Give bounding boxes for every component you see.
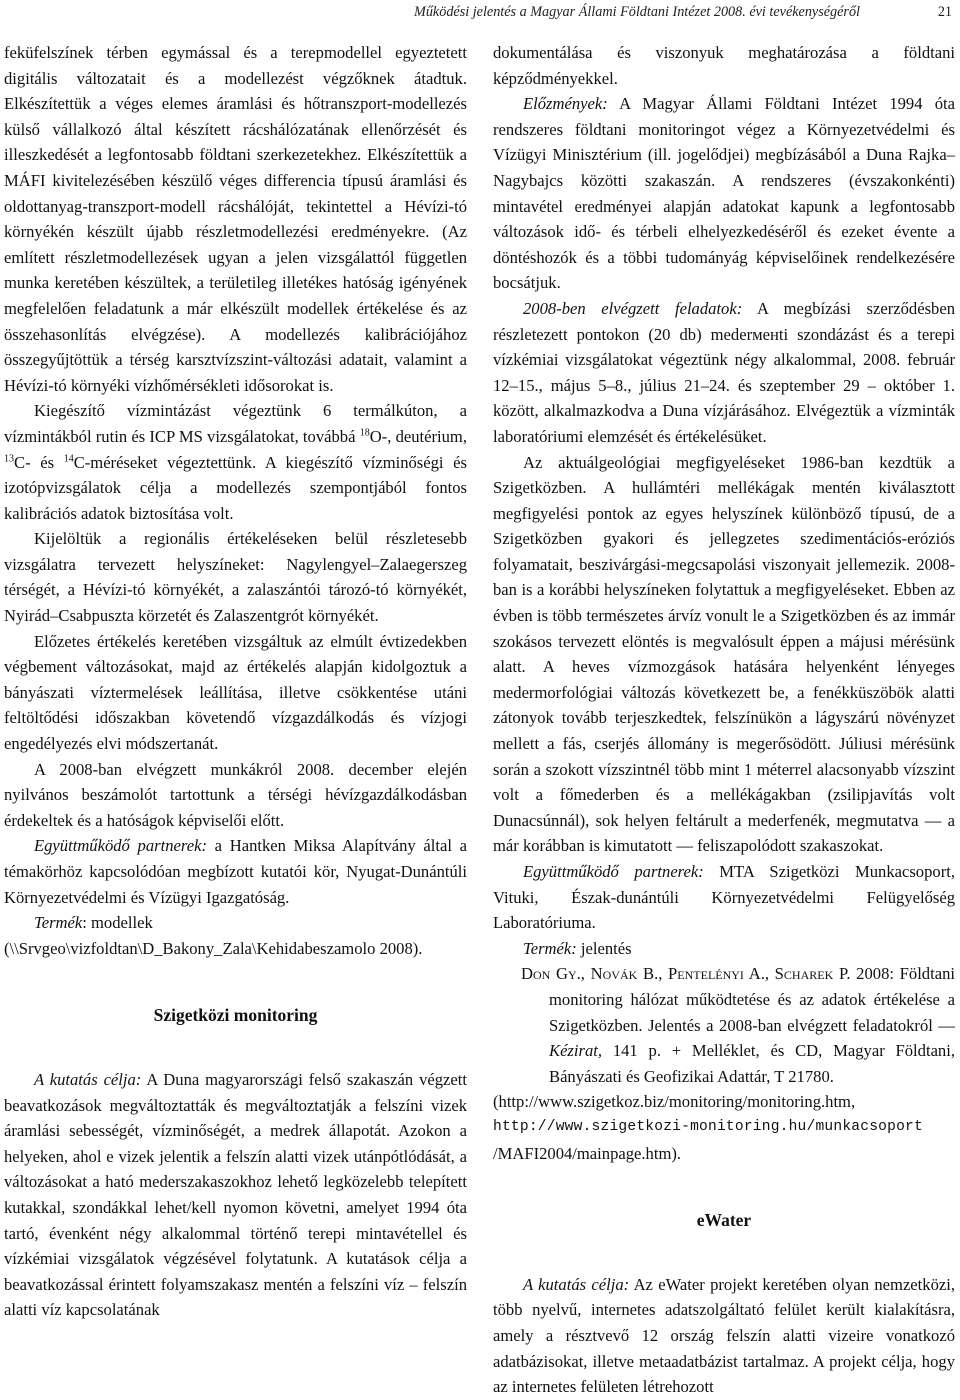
- sampling-text-d: C-méréseket végeztettünk. A kiegészítő vízminőségi és izotópvizsgálatok célja a modellezés szempontjából fontos kalibrációs adatok biztosítása volt.: [4, 452, 467, 523]
- tasks-label: 2008-ben elvégzett feladatok:: [523, 298, 743, 318]
- sampling-text-b: O-, deutérium,: [369, 426, 467, 446]
- reference-entry: [521, 961, 955, 1089]
- left-paragraph-modelling: feküfelszínek térben egymással és a terepmodellel egyeztetett digitális változatait és a modellezést végzőknek átadtuk. Elkészítettük a véges elemes áramlási és hőtranszport-modellezés külső vállalkozó által készített rácshálózatának ellenőrzését és illeszkedését a legfontosabb földtani szerkezetekhez. Elkészítettük a MÁFI kivitelezésében készülő véges differencia típusú áramlási és oldottanyag-transzport-modell rácshálóját, tekintettel a Hévízi-tó környékén készült újabb részletmodellezési eredményekre. (Az említett részletmodellezések ugyan a jelen vizsgálattól független munka keretében készültek, a területileg illetékes hatóság igényének megfelelően feladatunk a már elkészült modellek értékelése és az összehasonlítás elvégzése). A modellezés kalibrációjához összegyűjtöttük a térség karsztvízszint-változási adatait, valamint a Hévízi-tó környéki vízhőmérsékleti idősorokat is.: [4, 43, 467, 395]
- right-paragraph-intro: dokumentálása és viszonyuk meghatározása a földtani képződményekkel.: [493, 43, 955, 88]
- left-paragraph-sampling: [4, 398, 467, 526]
- left-product-path: (\\Srvgeo\vizfoldtan\D_Bakony_Zala\Kehidabeszamolo 2008).: [4, 938, 423, 958]
- section-gap: [4, 961, 467, 1003]
- product-label: Termék: [34, 913, 83, 933]
- section-heading-szigetkoz: Szigetközi monitoring: [153, 1005, 318, 1026]
- tasks-text: A megbízási szerződésben részletezett pontokon (20 db) mederменti szondázást és a terepi vízkémiai vizsgálatokat végeztünk négy alkalommal, 2008. február 12–15., május 5–8., július 21–24. és szeptember 29 – október 1. között, alkalmazkodva a Duna vízjárásához. Elvégeztük a vízminták laboratóriumi elemzését és értékelésüket.: [493, 298, 956, 446]
- section-heading-ewater: eWater: [696, 1210, 752, 1231]
- reference-text-a: 2008: Földtani monitoring hálózat működtetése és az adatok értékelése a Szigetközben. Jelentés a 2008-ban elvégzett feladatokról —: [549, 964, 955, 1035]
- product-text: : modellek: [82, 913, 153, 933]
- isotope-18: 18: [359, 427, 370, 439]
- right-aim: [493, 1272, 955, 1400]
- right-tasks-2008: [493, 296, 955, 450]
- sampling-text-c: C- és: [14, 452, 64, 472]
- product-label: Termék:: [523, 938, 577, 958]
- header-title: Működési jelentés a Magyar Állami Földtani Intézet 2008. évi tevékenységéről: [414, 4, 860, 20]
- section-gap: [493, 1166, 955, 1208]
- partners-text: MTA Szigetközi Munkacsoport, Vituki, Észak-dunántúli Környezetvédelmi Felügyelőség Laboratóriuma.: [493, 862, 955, 933]
- section-gap: [4, 1029, 467, 1067]
- aim-label: A kutatás célja:: [523, 1274, 630, 1294]
- left-paragraph-sites: Kijelöltük a regionális értékeléseken belül részletesebb vizsgálatra tervezett helyszíneket: Nagylengyel–Zalaegerszeg térségét, a Hévízi-tó környékét, a zalaszántói tározó-tó környékét, Nyirád–Csabpuszta körzetét és Zalaszentgrót környékét.: [4, 529, 467, 626]
- running-header: [0, 2, 960, 24]
- precedents-label: Előzmények:: [523, 94, 608, 114]
- reference-authors: Don Gy., Novák B., Pentelényi A., Scharek P.: [521, 964, 851, 984]
- partners-label: Együttműködő partnerek:: [34, 836, 207, 856]
- right-precedents: [493, 91, 955, 296]
- right-product: [493, 936, 955, 962]
- precedents-text: A Magyar Állami Földtani Intézet 1994 óta rendszeres földtani monitoringot végez a Környezetvédelmi és Vízügyi Minisztérium (ill. jogelődjei) megbízásából a Duna Rajka–Nagybajcs közötti szakaszán. A rendszeres (évszakonkénti) mintavétel eredményei alapján adatokat kapunk a legfontosabb változások idő- és térbeli elhelyezkedéséről és ezeket évente a döntéshozók és a többi tudományág képviselőinek rendelkezésére bocsátjuk.: [493, 94, 955, 293]
- left-product: [4, 910, 467, 936]
- left-paragraph-evaluation: Előzetes értékelés keretében vizsgáltuk az elmúlt évtizedekben végbement változásokat, majd az értékelés alapján kidolgoztuk a bányászati víztermelések leállítása, illetve csökkentése utáni feltöltődési időszakban követendő vízgazdálkodás és vízjogi engedélyezés elvi módszertanát.: [4, 631, 467, 754]
- aim-label: A kutatás célja:: [34, 1069, 142, 1089]
- reference-url-2[interactable]: http://www.szigetkozi-monitoring.hu/munkacsoport: [493, 1118, 923, 1135]
- reference-text-b: 141 p. + Melléklet, és CD, Magyar Földtani, Bányászati és Geofizikai Adattár, T 21780.: [549, 1041, 955, 1086]
- product-text: jelentés: [576, 938, 632, 958]
- right-paragraph-geology: Az aktuálgeológiai megfigyeléseket 1986-ban kezdtük a Szigetközben. A hullámtéri mellékágak mentén kiválasztott megfigyelési pontok az egyes helyszínek különböző típusú, de a Szigetközben gyakori és jellegzetes szedimentációs-eróziós folyamatait, beszivárgási-megcsapolási viszonyait jellemezik. 2008-ban is a korábbi helyszíneken folytattuk a megfigyeléseket. Ebben az évben is több természetes árvíz vonult le a Szigetközben és az immár szokásos tervezett elöntés is megvalósult éppen a májusi mérésünk alatt. A heves vízmozgások hatására helyenként lényeges medermorfológiai változás következett be, a fenékküszöbök alatti zátonyok tovább terjeszkedtek, felszínükön a lágyszárú növényzet mellett a fás, cserjés állomány is megerősödött. Júliusi mérésünk során a szokott vízszintnél több mint 1 méterrel alacsonyabb vízszint volt a főmederben és a mellékágakban (zsilipjavítás volt Dunacsúnnál), sok helyen feltárult a mederfenék, megmutatva — a már korábban is kimutatott — feliszapolódott szakaszokat.: [493, 452, 955, 856]
- left-paragraph-presentation: A 2008-ban elvégzett munkákról 2008. december elején nyilvános beszámolót tartottunk a térségi hévízgazdálkodásban érdekeltek és a hatóságok képviselői előtt.: [4, 759, 467, 830]
- section-gap: [493, 1234, 955, 1272]
- page-number: 21: [937, 4, 952, 20]
- aim-text: Az eWater projekt keretében olyan nemzetközi, több nyelvű, internetes adatszolgáltató felület került kialakításra, amely a résztvevő 12 ország felszín alatti vizeire vonatkozó adatbázisokat, illetve metaadatbázist tartalmaz. A projekt célja, hogy az internetes felületen létrehozott: [493, 1274, 956, 1397]
- reference-manuscript: Kézirat,: [549, 1041, 603, 1061]
- left-aim: [4, 1067, 467, 1323]
- right-partners: [493, 859, 955, 936]
- partners-text: a Hantken Miksa Alapítvány által a témakörhöz kapcsolódóan megbízott kutatói kör, Nyugat-Dunántúli Környezetvédelmi és Vízügyi Igazgatóság.: [4, 836, 468, 907]
- left-partners: [4, 833, 467, 910]
- aim-text: A Duna magyarországi felső szakaszán végzett beavatkozások megváltoztatták és megváltoztatják a felszíni vizek áramlási sebességét, vízminőségét, a medrek állapotát. Azokon a helyeken, ahol e vizek jelentik a felszín alatti vizek utánpótlódását, a változásokat a ható mederszakaszokhoz lehető legközelebb telepített kutakkal, szondákkal lehet/kell nyomon követni, amelyet 1994 óta tartó, évenként négy alkalommal történő terepi mintavétellel és vízkémiai vizsgálatok végzésével folytatunk. A kutatások célja a beavatkozással érintett folyamszakasz mentén a felszíni víz – felszín alatti víz kapcsolatának: [4, 1069, 467, 1320]
- isotope-13: 13: [4, 452, 14, 464]
- reference-url-1[interactable]: (http://www.szigetkoz.biz/monitoring/monitoring.htm,: [493, 1092, 856, 1112]
- isotope-14: 14: [63, 452, 74, 464]
- right-column: [493, 40, 955, 1400]
- left-column: [4, 40, 467, 1323]
- sampling-text-a: Kiegészítő vízmintázást végeztünk 6 termálkúton, a vízmintákból rutin és ICP MS vizsgálatokat, továbbá: [4, 401, 467, 446]
- partners-label: Együttműködő partnerek:: [523, 862, 704, 881]
- reference-url-3[interactable]: /MAFI2004/mainpage.htm).: [493, 1143, 682, 1163]
